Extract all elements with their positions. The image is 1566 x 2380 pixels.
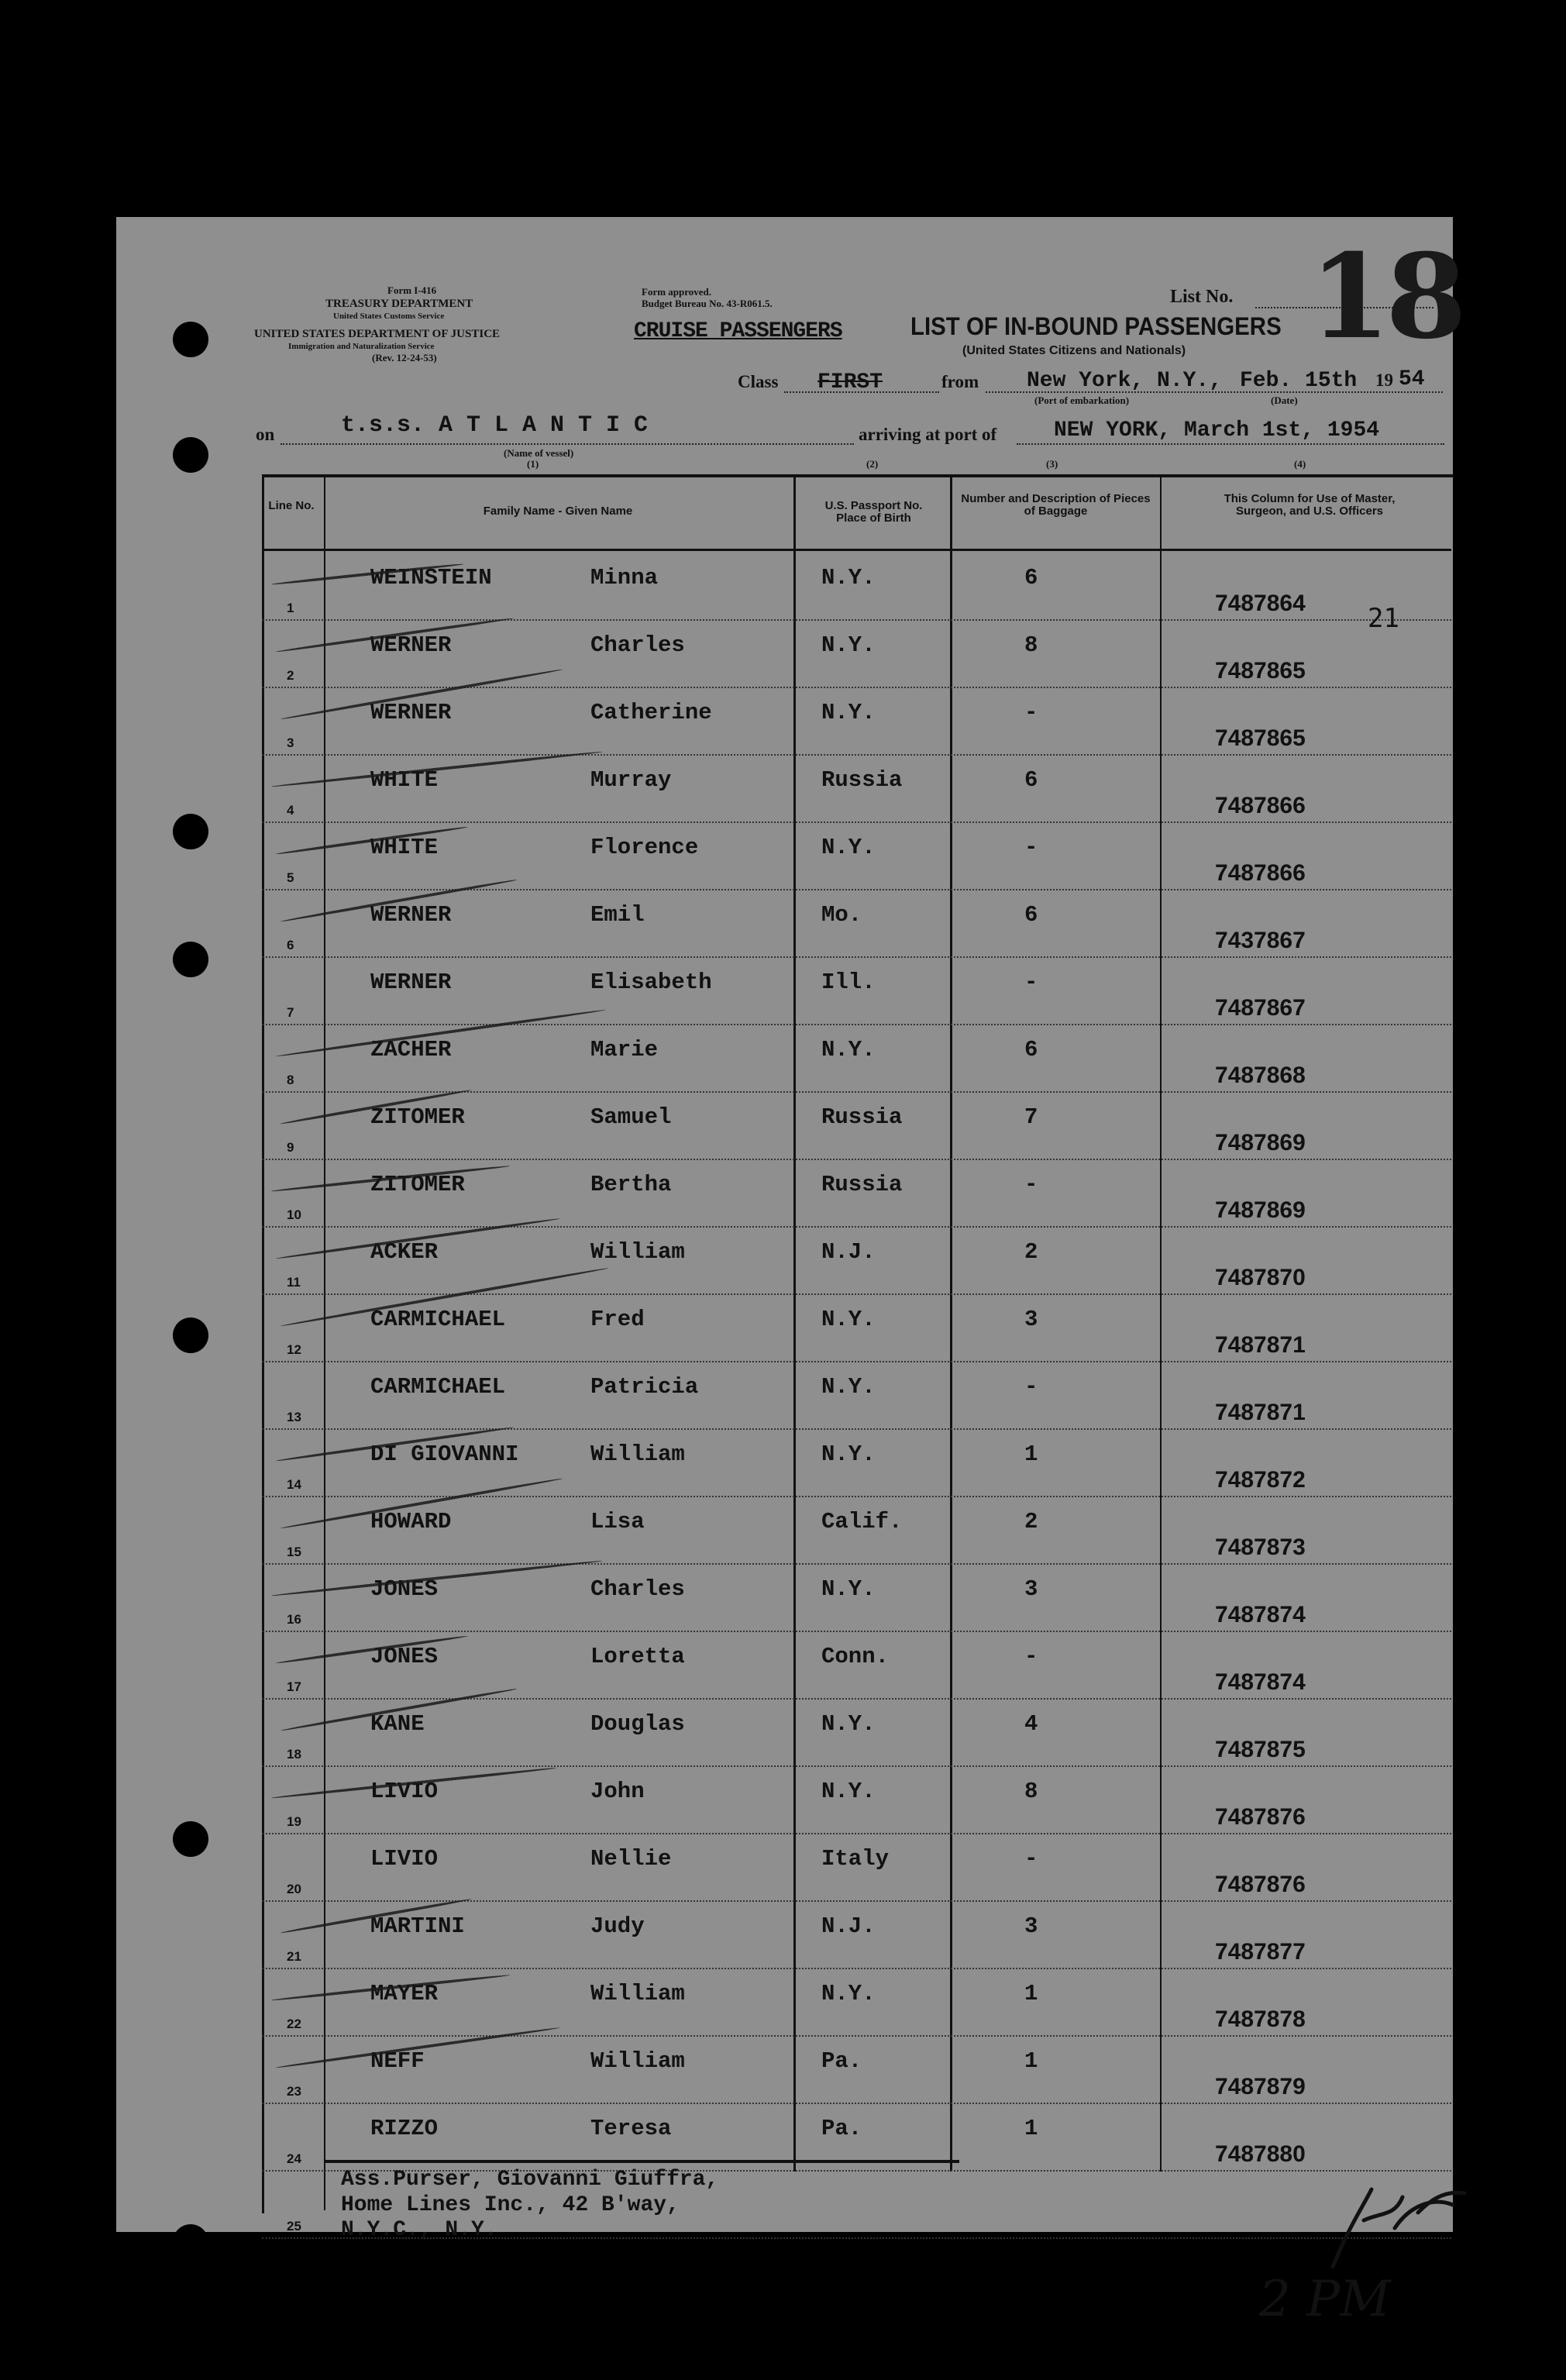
row-separator	[262, 1698, 1451, 1700]
official-number: 7487865	[1215, 725, 1306, 751]
official-number: 7487877	[1215, 1939, 1306, 1965]
given-name: Samuel	[590, 1104, 672, 1130]
row-separator	[262, 1968, 1451, 1969]
line-number: 14	[287, 1477, 301, 1492]
vessel-line	[281, 443, 854, 445]
baggage-count: 7	[1024, 1104, 1038, 1130]
arriving-label: arriving at port of	[859, 425, 997, 444]
official-number: 7487876	[1215, 1872, 1306, 1897]
family-name: MARTINI	[370, 1913, 465, 1939]
official-number: 7487869	[1215, 1130, 1306, 1156]
row-separator	[262, 1563, 1451, 1565]
port-caption: (Port of embarkation)	[1034, 394, 1130, 406]
treasury-department: TREASURY DEPARTMENT	[325, 298, 473, 310]
place-of-birth: N.Y.	[821, 1441, 876, 1467]
row-separator	[262, 1900, 1451, 1902]
row-separator	[262, 1428, 1451, 1430]
family-name: DI GIOVANNI	[370, 1441, 519, 1467]
official-number: 7487866	[1215, 860, 1306, 886]
baggage-count: 4	[1024, 1711, 1038, 1737]
family-name: ZITOMER	[370, 1172, 465, 1197]
official-number: 7487875	[1215, 1737, 1306, 1762]
official-number: 7487874	[1215, 1669, 1306, 1695]
row-separator	[262, 821, 1451, 823]
col-divider-1	[324, 474, 325, 2210]
row-separator	[262, 619, 1451, 621]
baggage-count: 1	[1024, 1441, 1038, 1467]
baggage-count: 8	[1024, 1779, 1038, 1804]
list-number-label: List No.	[1170, 287, 1234, 307]
baggage-count: 6	[1024, 767, 1038, 793]
arriving-port: NEW YORK, March 1st, 1954	[1054, 418, 1380, 443]
baggage-count: 1	[1024, 1981, 1038, 2006]
baggage-count: -	[1024, 835, 1038, 860]
official-number: 7487867	[1215, 995, 1306, 1021]
line-number: 3	[287, 735, 294, 750]
punch-hole	[173, 322, 208, 357]
official-number: 7487878	[1215, 2006, 1306, 2032]
year-prefix: 19	[1375, 370, 1393, 390]
family-name: WHITE	[370, 767, 439, 793]
total-rule	[324, 2160, 959, 2163]
col-divider-3	[950, 474, 952, 2172]
punch-hole	[173, 1317, 208, 1353]
line-number: 9	[287, 1140, 294, 1155]
line-number: 6	[287, 938, 294, 952]
vessel-name: t.s.s. A T L A N T I C	[341, 412, 649, 439]
family-name: NEFF	[370, 2048, 425, 2074]
given-name: Minna	[590, 565, 659, 591]
family-name: WERNER	[370, 632, 452, 658]
punch-hole	[173, 437, 208, 473]
official-number: 7487864	[1215, 591, 1306, 616]
baggage-count: 3	[1024, 1307, 1038, 1332]
place-of-birth: N.Y.	[821, 1374, 876, 1400]
officer-signature	[1317, 2174, 1472, 2282]
baggage-count: -	[1024, 1172, 1038, 1197]
line-number: 7	[287, 1005, 294, 1020]
given-name: Florence	[590, 835, 699, 860]
given-name: William	[590, 1239, 685, 1265]
place-of-birth: N.J.	[821, 1239, 876, 1265]
row-separator	[262, 1496, 1451, 1497]
header-name: Family Name - Given Name	[483, 505, 633, 518]
list-number: 18	[1310, 229, 1462, 365]
family-name: LIVIO	[370, 1846, 439, 1872]
given-name: Emil	[590, 902, 645, 928]
col-divider-2	[793, 474, 796, 2172]
company-line: Home Lines Inc., 42 B'way,	[341, 2193, 680, 2217]
given-name: William	[590, 2048, 685, 2074]
purser-line: Ass.Purser, Giovanni Giuffra,	[341, 2168, 719, 2192]
given-name: Judy	[590, 1913, 645, 1939]
baggage-count: 2	[1024, 1239, 1038, 1265]
official-number: 7487873	[1215, 1534, 1306, 1560]
official-number: 7487870	[1215, 1265, 1306, 1290]
row-separator	[262, 2035, 1451, 2037]
family-name: WERNER	[370, 700, 452, 725]
place-of-birth: N.Y.	[821, 1779, 876, 1804]
line-number: 2	[287, 668, 294, 683]
line-number: 17	[287, 1679, 301, 1694]
given-name: Catherine	[590, 700, 712, 725]
given-name: Charles	[590, 1576, 685, 1602]
cruise-stamp: CRUISE PASSENGERS	[634, 319, 842, 343]
document-subtitle: (United States Citizens and Nationals)	[962, 344, 1186, 357]
baggage-count: 8	[1024, 632, 1038, 658]
row-separator	[262, 1159, 1451, 1160]
place-of-birth: N.Y.	[821, 700, 876, 725]
given-name: Elisabeth	[590, 970, 712, 995]
row-separator	[262, 1226, 1451, 1228]
official-number: 7487872	[1215, 1467, 1306, 1493]
col-index-4: (4)	[1294, 458, 1306, 470]
place-of-birth: N.Y.	[821, 1981, 876, 2006]
row-separator	[262, 687, 1451, 688]
official-number: 7487866	[1215, 793, 1306, 818]
baggage-count: 3	[1024, 1913, 1038, 1939]
line-number: 8	[287, 1073, 294, 1087]
line-number: 12	[287, 1342, 301, 1357]
official-number: 7487871	[1215, 1332, 1306, 1358]
line-number: 13	[287, 1410, 301, 1424]
line-number: 25	[287, 2219, 301, 2234]
family-name: WEINSTEIN	[370, 565, 492, 591]
ins-label: Immigration and Naturalization Service	[288, 342, 435, 351]
place-of-birth: Ill.	[821, 970, 876, 995]
given-name: Fred	[590, 1307, 645, 1332]
baggage-count: 6	[1024, 1037, 1038, 1063]
place-of-birth: Pa.	[821, 2116, 862, 2141]
place-of-birth: N.Y.	[821, 835, 876, 860]
family-name: ZACHER	[370, 1037, 452, 1063]
family-name: CARMICHAEL	[370, 1307, 506, 1332]
year-suffix: 54	[1399, 367, 1425, 391]
line-number: 16	[287, 1612, 301, 1627]
class-value: FIRST	[817, 370, 883, 394]
header-officers: This Column for Use of Master, Surgeon, and U.S. Officers	[1224, 492, 1396, 518]
row-separator	[262, 1091, 1451, 1093]
given-name: Marie	[590, 1037, 659, 1063]
from-label: from	[941, 372, 979, 391]
official-number: 7437867	[1215, 928, 1306, 953]
given-name: Murray	[590, 767, 672, 793]
place-of-birth: Pa.	[821, 2048, 862, 2074]
line-number: 23	[287, 2084, 301, 2099]
time-annotation: 2 PM	[1259, 2271, 1391, 2328]
row-separator	[262, 1293, 1451, 1295]
date-caption: (Date)	[1271, 394, 1298, 406]
given-name: Douglas	[590, 1711, 685, 1737]
embarkation-date: Feb. 15th	[1240, 369, 1358, 393]
family-name: WHITE	[370, 835, 439, 860]
place-of-birth: N.Y.	[821, 1307, 876, 1332]
official-number: 7487874	[1215, 1602, 1306, 1627]
place-of-birth: N.Y.	[821, 1576, 876, 1602]
given-name: John	[590, 1779, 645, 1804]
family-name: MAYER	[370, 1981, 439, 2006]
family-name: RIZZO	[370, 2116, 439, 2141]
place-of-birth: N.Y.	[821, 1037, 876, 1063]
given-name: Patricia	[590, 1374, 699, 1400]
baggage-count: 6	[1024, 902, 1038, 928]
row-separator	[262, 754, 1451, 756]
customs-service: United States Customs Service	[333, 312, 445, 321]
official-number: 7487865	[1215, 658, 1306, 684]
revision-label: (Rev. 12-24-53)	[372, 352, 437, 363]
justice-department: UNITED STATES DEPARTMENT OF JUSTICE	[254, 328, 501, 340]
row-separator	[262, 1765, 1451, 1767]
family-name: WERNER	[370, 902, 452, 928]
baggage-count: 3	[1024, 1576, 1038, 1602]
row-separator	[262, 1024, 1451, 1025]
line-number: 18	[287, 1747, 301, 1762]
line-number: 21	[287, 1949, 301, 1964]
baggage-count: 1	[1024, 2048, 1038, 2074]
family-name: JONES	[370, 1576, 439, 1602]
family-name: WERNER	[370, 970, 452, 995]
vessel-caption: (Name of vessel)	[504, 447, 574, 459]
given-name: Charles	[590, 632, 685, 658]
official-number: 7487879	[1215, 2074, 1306, 2099]
row-separator	[262, 889, 1451, 890]
family-name: ZITOMER	[370, 1104, 465, 1130]
place-of-birth: Calif.	[821, 1509, 903, 1534]
given-name: Nellie	[590, 1846, 672, 1872]
col-index-1: (1)	[527, 458, 539, 470]
official-number: 7487871	[1215, 1400, 1306, 1425]
line-number: 5	[287, 870, 294, 885]
place-of-birth: Russia	[821, 1172, 903, 1197]
punch-hole	[173, 2224, 208, 2260]
baggage-count: -	[1024, 1644, 1038, 1669]
given-name: Teresa	[590, 2116, 672, 2141]
line-number: 19	[287, 1814, 301, 1829]
arriving-line	[1017, 443, 1444, 445]
family-name: KANE	[370, 1711, 425, 1737]
header-bottom-rule	[262, 549, 1451, 551]
given-name: Bertha	[590, 1172, 672, 1197]
place-of-birth: N.Y.	[821, 632, 876, 658]
official-number: 7487880	[1215, 2141, 1306, 2167]
row-separator	[262, 1361, 1451, 1362]
punch-hole	[173, 814, 208, 849]
row-separator	[262, 2103, 1451, 2104]
punch-hole	[173, 1821, 208, 1857]
city-line: N.Y.C., N.Y.	[341, 2218, 497, 2242]
family-name: ACKER	[370, 1239, 439, 1265]
place-of-birth: Mo.	[821, 902, 862, 928]
baggage-count: -	[1024, 700, 1038, 725]
official-number: 7487868	[1215, 1063, 1306, 1088]
row-separator	[262, 956, 1451, 958]
baggage-count: -	[1024, 1374, 1038, 1400]
col-divider-4	[1160, 474, 1162, 2172]
given-name: William	[590, 1981, 685, 2006]
place-of-birth: Russia	[821, 1104, 903, 1130]
line-number: 10	[287, 1207, 301, 1222]
place-of-birth: Russia	[821, 767, 903, 793]
baggage-count: 1	[1024, 2116, 1038, 2141]
baggage-count: -	[1024, 970, 1038, 995]
baggage-count: 6	[1024, 565, 1038, 591]
official-number: 7487876	[1215, 1804, 1306, 1830]
given-name: William	[590, 1441, 685, 1467]
place-of-birth: N.Y.	[821, 565, 876, 591]
line-number: 20	[287, 1882, 301, 1896]
row-separator	[262, 1631, 1451, 1632]
row-separator	[262, 1833, 1451, 1834]
budget-bureau: Budget Bureau No. 43-R061.5.	[642, 298, 773, 309]
line-number: 4	[287, 803, 294, 818]
form-approved: Form approved.	[642, 286, 712, 298]
col-index-2: (2)	[866, 458, 879, 470]
place-of-birth: Italy	[821, 1846, 890, 1872]
col-index-3: (3)	[1046, 458, 1058, 470]
line-number: 11	[287, 1275, 301, 1290]
punch-hole	[173, 942, 208, 977]
family-name: HOWARD	[370, 1509, 452, 1534]
family-name: CARMICHAEL	[370, 1374, 506, 1400]
line-number: 15	[287, 1545, 301, 1559]
class-label: Class	[738, 372, 779, 391]
line-number: 1	[287, 601, 294, 615]
line-number: 22	[287, 2017, 301, 2031]
line-number: 24	[287, 2151, 301, 2166]
place-of-birth: N.J.	[821, 1913, 876, 1939]
header-baggage: Number and Description of Pieces of Baggage	[961, 492, 1151, 518]
given-name: Lisa	[590, 1509, 645, 1534]
passenger-count: 21	[1368, 603, 1399, 634]
document-title: LIST OF IN-BOUND PASSENGERS	[910, 312, 1282, 340]
form-number: Form I-416	[387, 284, 437, 296]
place-of-birth: N.Y.	[821, 1711, 876, 1737]
family-name: JONES	[370, 1644, 439, 1669]
family-name: LIVIO	[370, 1779, 439, 1804]
header-passport: U.S. Passport No. Place of Birth	[824, 499, 923, 525]
official-number: 7487869	[1215, 1197, 1306, 1223]
on-label: on	[256, 425, 275, 444]
place-of-birth: Conn.	[821, 1644, 890, 1669]
embarkation-port: New York, N.Y.,	[1027, 369, 1223, 393]
header-line-no: Line No.	[268, 499, 315, 512]
given-name: Loretta	[590, 1644, 685, 1669]
baggage-count: -	[1024, 1846, 1038, 1872]
baggage-count: 2	[1024, 1509, 1038, 1534]
